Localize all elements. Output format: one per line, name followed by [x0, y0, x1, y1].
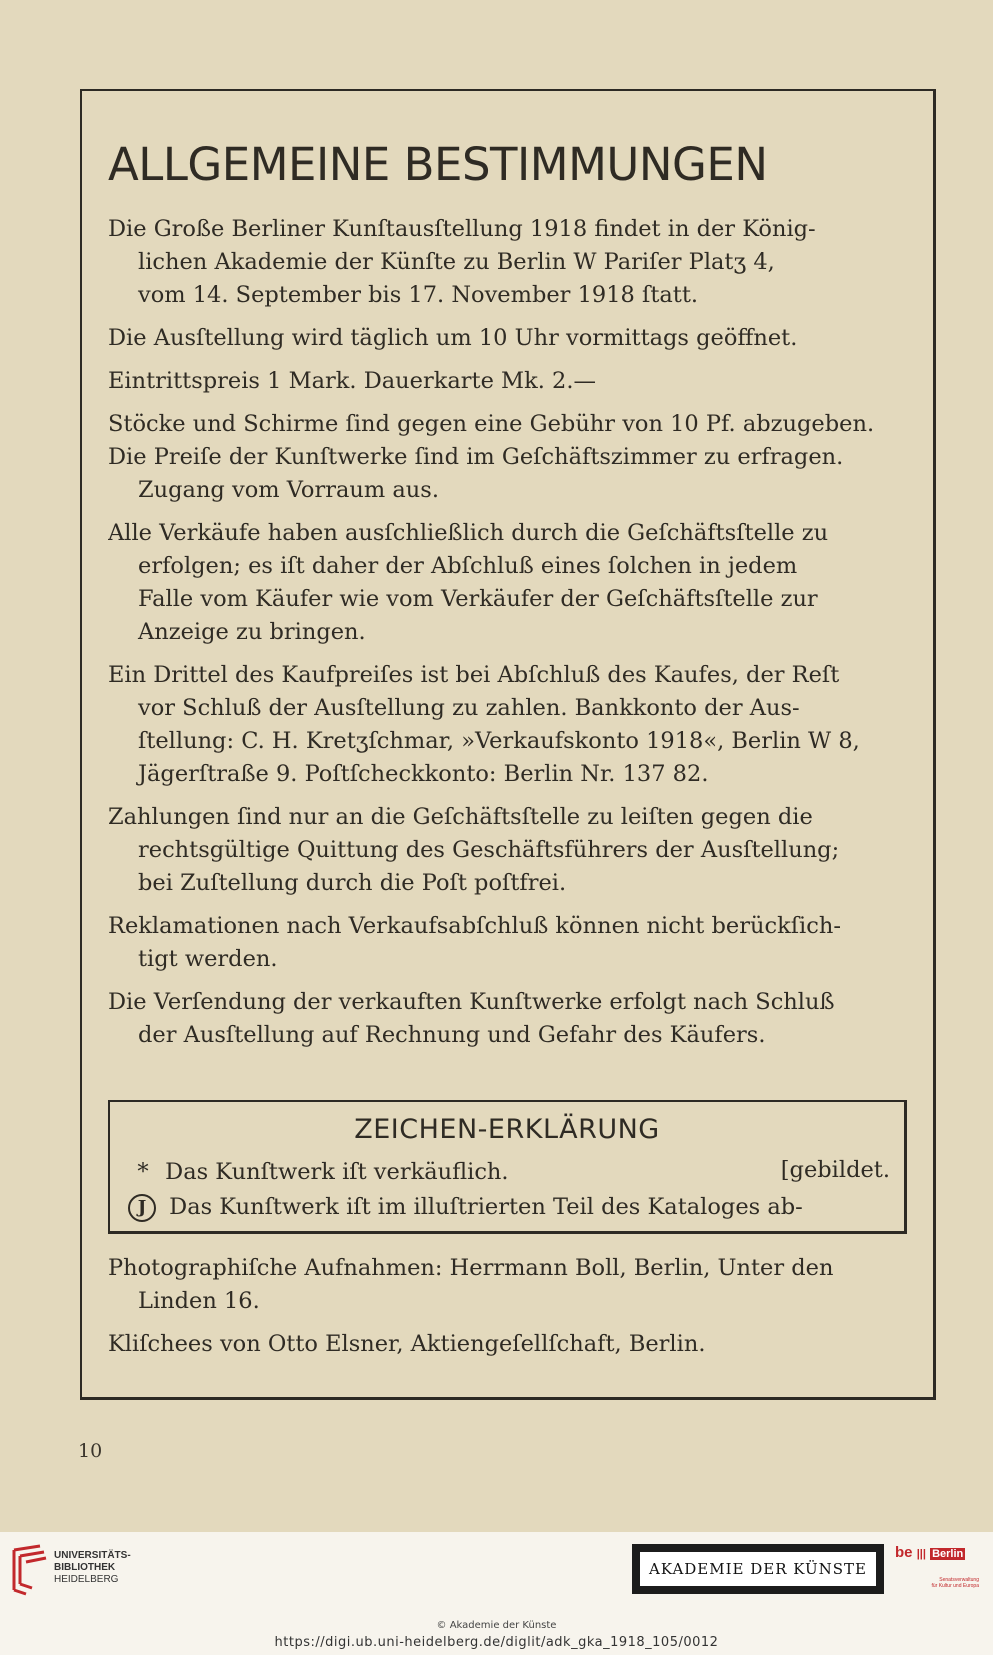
paragraph-shipping: [108, 986, 916, 1052]
paragraph-admission: [108, 365, 916, 398]
text-line: tigt werden.: [138, 946, 278, 972]
text-line: erfolgen; es iſt daher der Abſchluß eines ſolchen in jedem: [138, 553, 798, 579]
permalink-url[interactable]: https://digi.ub.uni-heidelberg.de/diglit/adk_gka_1918_105/0012: [274, 1635, 719, 1650]
berlin-logo-box: Berlin: [932, 1548, 964, 1560]
credit-printing-plates: [108, 1328, 916, 1361]
library-name-line: UNIVERSITÄTS-: [54, 1550, 131, 1561]
text-line: Reklamationen nach Verkaufsabſchluß können nicht berückſich-: [108, 913, 841, 939]
paragraph-opening-hours: [108, 322, 916, 355]
berlin-bear-bars: |||: [916, 1548, 926, 1560]
text-line: Zugang vom Vorraum aus.: [138, 477, 439, 503]
page-title: ALLGEMEINE BESTIMMUNGEN: [108, 138, 768, 191]
legend-text: Das Kunſtwerk iſt verkäuflich.: [165, 1159, 509, 1185]
berlin-logo-wordmark: [895, 1544, 979, 1561]
berlin-subtitle-line: für Kultur und Europa: [931, 1583, 979, 1589]
berlin-logo-be: be: [895, 1544, 913, 1561]
text-line: Die Große Berliner Kunſtausſtellung 1918 findet in der König-: [108, 216, 816, 242]
regulations-text: [108, 213, 916, 1062]
text-line: bei Zuſtellung durch die Poſt poſtfrei.: [138, 870, 567, 896]
legend-title: ZEICHEN-ERKLÄRUNG: [354, 1114, 660, 1145]
text-line: ſtellung: C. H. Kretʒſchmar, »Verkaufskonto 1918«, Berlin W 8,: [138, 728, 860, 754]
berlin-logo-subtitle: [895, 1577, 979, 1589]
berlin-senate-logo[interactable]: [895, 1544, 979, 1596]
paragraph-sales: [108, 517, 916, 649]
library-name-line: BIBLIOTHEK: [54, 1562, 116, 1573]
text-line: Kliſchees von Otto Elsner, Aktiengeſellſchaft, Berlin.: [108, 1331, 706, 1357]
text-line: Die Verſendung der verkauften Kunſtwerke erfolgt nach Schluß: [108, 989, 835, 1015]
paragraph-payment: [108, 659, 916, 791]
text-line: Linden 16.: [138, 1288, 260, 1314]
paragraph-cloakroom-prices: [108, 408, 916, 507]
asterisk-symbol: *: [137, 1159, 149, 1185]
legend-row-illustrated: [128, 1190, 803, 1224]
akademie-der-kuenste-logo[interactable]: [632, 1544, 884, 1594]
text-line: vom 14. September bis 17. November 1918 ſtatt.: [138, 282, 699, 308]
text-line: Anzeige zu bringen.: [138, 619, 366, 645]
text-line: rechtsgültige Quittung des Geschäftsführers der Ausſtellung;: [138, 837, 840, 863]
viewer-footer: [0, 1532, 993, 1655]
heidelberg-library-logo[interactable]: [10, 1542, 130, 1600]
text-line: Stöcke und Schirme ſind gegen eine Gebühr von 10 Pf. abzugeben.: [108, 411, 875, 437]
text-line: Die Preiſe der Kunſtwerke ſind im Geſchäftszimmer zu erfragen.: [108, 444, 844, 470]
text-line: Falle vom Käufer wie vom Verkäufer der Geſchäftsſtelle zur: [138, 586, 818, 612]
library-name: [54, 1550, 131, 1586]
text-line: Zahlungen ſind nur an die Geſchäftsſtelle zu leiſten gegen die: [108, 804, 813, 830]
text-line: Jägerſtraße 9. Poſtſcheckkonto: Berlin Nr. 137 82.: [138, 761, 709, 787]
paragraph-exhibition-dates: [108, 213, 916, 312]
text-line: Alle Verkäufe haben ausſchließlich durch die Geſchäftsſtelle zu: [108, 520, 829, 546]
copyright-notice: © Akademie der Künste: [436, 1620, 557, 1631]
circled-j-icon: J: [128, 1194, 156, 1222]
legend-text-continuation: [gebildet.: [780, 1157, 890, 1183]
text-line: lichen Akademie der Künſte zu Berlin W Pariſer Platʒ 4,: [138, 249, 775, 275]
legend-text: Das Kunſtwerk iſt im illuſtrierten Teil des Kataloges ab-: [169, 1194, 803, 1220]
credit-photography: [108, 1252, 916, 1318]
text-line: Eintrittspreis 1 Mark. Dauerkarte Mk. 2.—: [108, 368, 596, 394]
credits: [108, 1252, 916, 1371]
library-mark-icon: [10, 1544, 48, 1596]
text-line: vor Schluß der Ausſtellung zu zahlen. Bankkonto der Aus-: [138, 695, 800, 721]
library-name-line: HEIDELBERG: [54, 1574, 119, 1585]
adk-logo-text: AKADEMIE DER KÜNSTE: [640, 1552, 876, 1586]
paragraph-complaints: [108, 910, 916, 976]
legend-row-for-sale: [128, 1155, 509, 1189]
text-line: Ein Drittel des Kaufpreiſes ist bei Abſchluß des Kaufes, der Reſt: [108, 662, 840, 688]
page-number: 10: [78, 1440, 103, 1462]
symbol-legend-box: [108, 1100, 907, 1234]
text-line: der Ausſtellung auf Rechnung und Gefahr des Käufers.: [138, 1022, 766, 1048]
paragraph-payments-office: [108, 801, 916, 900]
text-line: Die Ausſtellung wird täglich um 10 Uhr vormittags geöffnet.: [108, 325, 798, 351]
text-line: Photographiſche Aufnahmen: Herrmann Boll, Berlin, Unter den: [108, 1255, 834, 1281]
berlin-subtitle-line: Senatsverwaltung: [939, 1577, 979, 1583]
